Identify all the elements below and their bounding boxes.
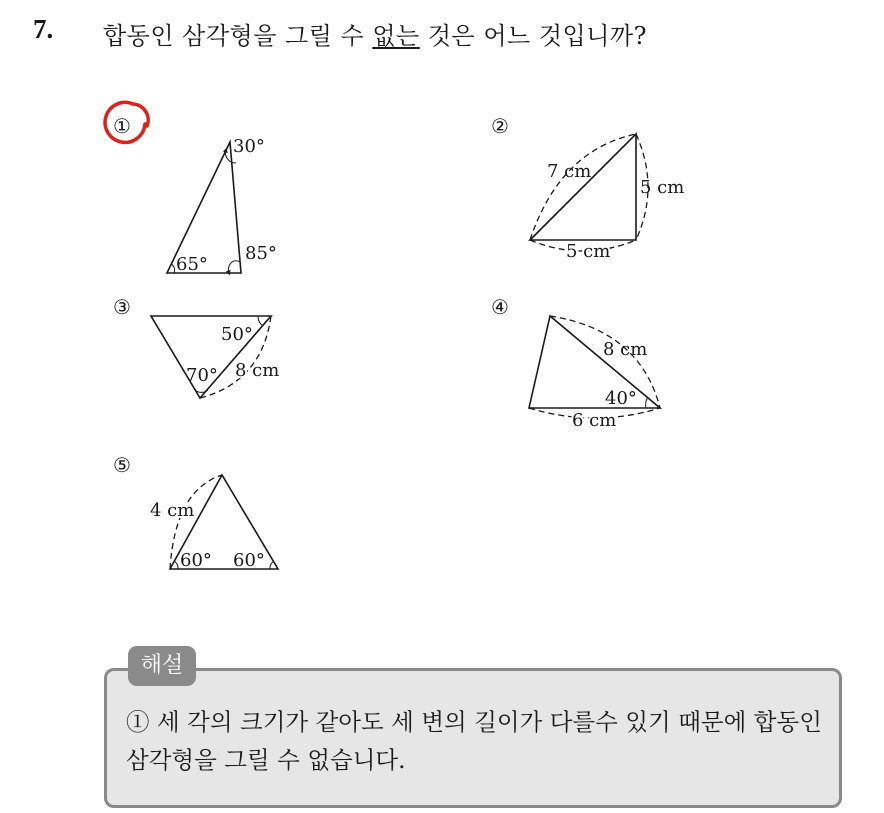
option-marker-4: ④: [491, 295, 509, 319]
option-3-label-side: 8 cm: [235, 360, 280, 381]
option-5-label-side: 4 cm: [150, 500, 195, 521]
triangle-4: [529, 316, 660, 408]
option-marker-2: ②: [491, 114, 509, 138]
option-1-label-right: 85°: [245, 243, 277, 264]
option-marker-3: ③: [113, 295, 131, 319]
option-3-label-angle-right: 50°: [221, 324, 253, 345]
solution-text: ① 세 각의 크기가 같아도 세 변의 길이가 다를수 있기 때문에 합동인 삼각형을 그릴 수 없습니다.: [126, 708, 822, 774]
question-text-before: 합동인 삼각형을 그릴 수: [103, 22, 373, 50]
option-marker-5: ⑤: [113, 453, 131, 477]
angle-arc-right: [228, 261, 240, 273]
option-1-label-top: 30°: [233, 136, 265, 157]
question-text-after: 것은 어느 것입니까?: [419, 22, 647, 50]
option-2[interactable]: [491, 114, 684, 262]
question-text-underlined: 없는: [372, 22, 420, 50]
option-4-label-bottom: 6 cm: [572, 410, 617, 431]
option-4[interactable]: [491, 295, 660, 431]
triangle-2: [530, 134, 636, 240]
option-2-label-hyp: 7 cm: [547, 161, 592, 182]
option-4-label-angle: 40°: [605, 388, 637, 409]
option-3-label-angle-bottom: 70°: [186, 365, 218, 386]
option-1[interactable]: [105, 102, 277, 275]
solution-tag: 해설: [128, 646, 196, 686]
option-5-label-angle-right: 60°: [233, 550, 265, 571]
option-4-label-side: 8 cm: [603, 339, 648, 360]
question-number: 7.: [33, 14, 54, 44]
option-2-label-vertical: 5 cm: [640, 177, 685, 198]
option-marker-1: ①: [113, 114, 131, 138]
option-1-label-left: 65°: [176, 254, 208, 275]
option-5[interactable]: [113, 453, 278, 571]
option-2-label-bottom: 5 cm: [566, 241, 611, 262]
option-3[interactable]: [113, 295, 279, 398]
option-5-label-angle-left: 60°: [180, 550, 212, 571]
